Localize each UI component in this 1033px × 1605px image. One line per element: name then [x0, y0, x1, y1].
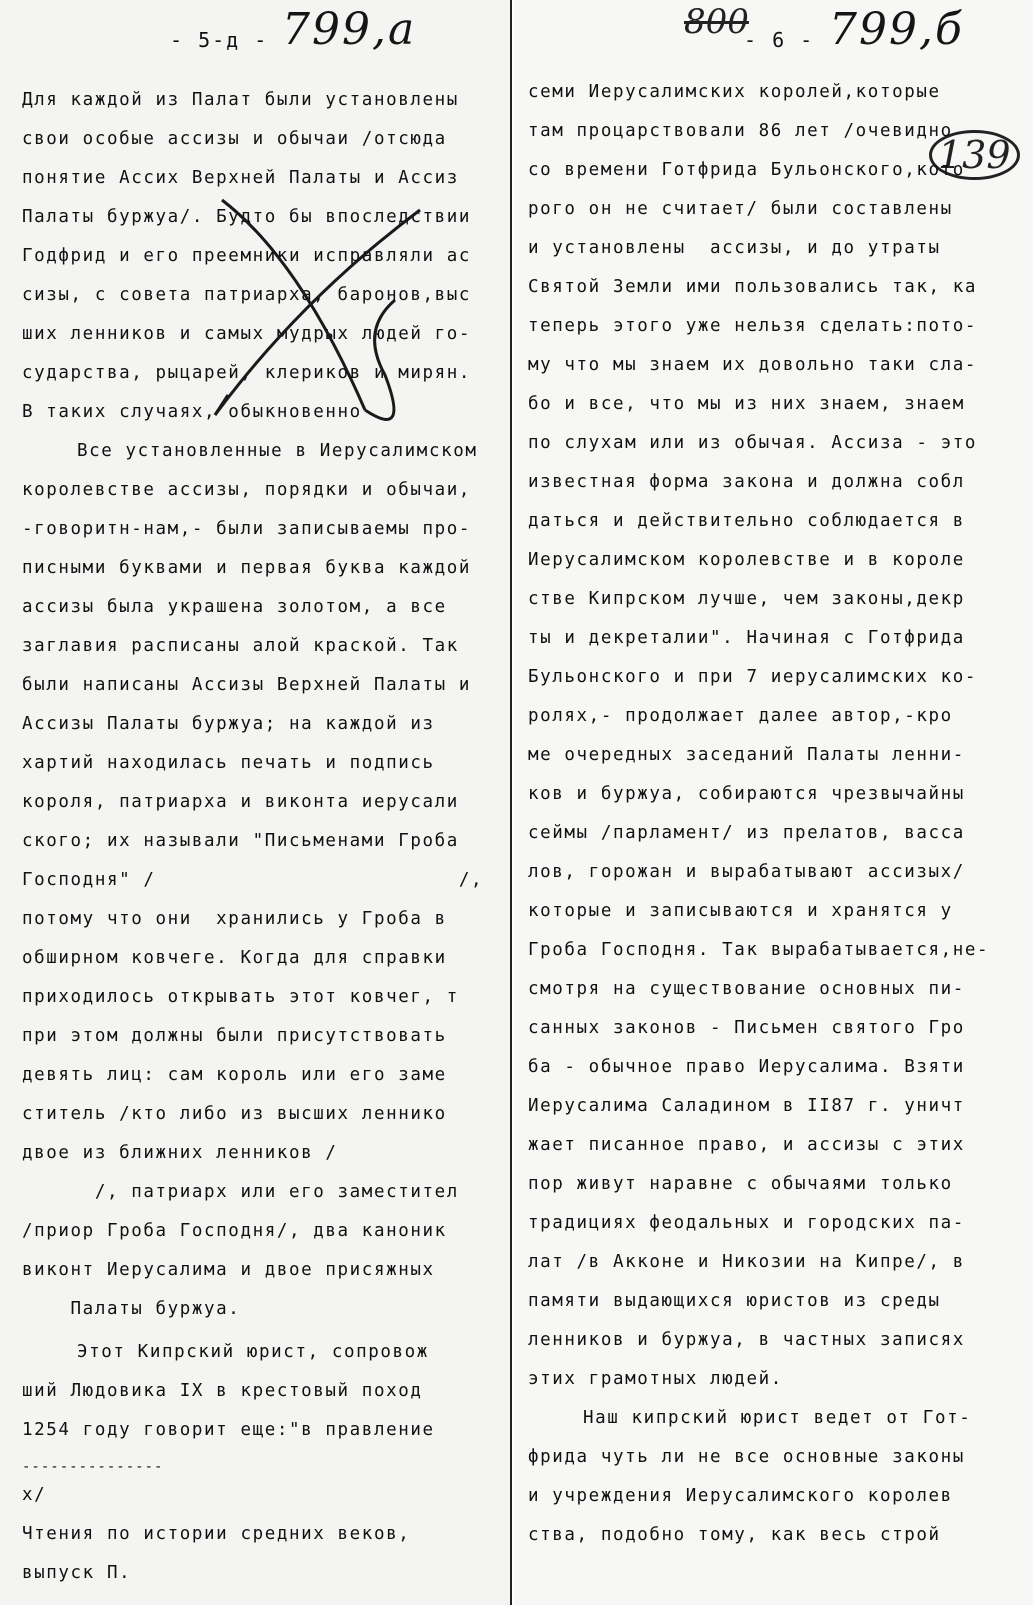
text-line: жает писанное право, и ассизы с этих	[528, 1135, 965, 1155]
text-line: -говоритн-нам,- были записываемы про-	[22, 519, 472, 539]
text-line: сеймы /парламент/ из прелатов, васса	[528, 823, 965, 843]
text-line: выпуск П.	[22, 1563, 132, 1583]
text-line: Чтения по истории средних веков,	[22, 1524, 411, 1544]
left-text-column	[22, 90, 507, 1602]
text-line: санных законов - Письмен святого Гро	[528, 1018, 965, 1038]
text-line: обширном ковчеге. Когда для справки	[22, 948, 447, 968]
left-paragraph-3	[22, 1342, 507, 1459]
text-line: ших ленников и самых мудрых людей го-	[22, 324, 472, 344]
text-line: му что мы знаем их довольно таки сла-	[528, 355, 978, 375]
text-line: со времени Готфрида Бульонского,кото	[528, 160, 965, 180]
text-line: ского; их называли "Письменами Гроба	[22, 831, 459, 851]
text-line: традициях феодальных и городских па-	[528, 1213, 965, 1233]
text-line: /приор Гроба Господня/, два каноник	[22, 1221, 447, 1241]
text-line: x/	[22, 1485, 47, 1505]
text-line: ленников и буржуа, в частных записях	[528, 1330, 965, 1350]
text-line: там процарствовали 86 лет /очевидно	[528, 121, 953, 141]
text-line: понятие Ассих Верхней Палаты и Ассиз	[22, 168, 459, 188]
text-line: лов, горожан и вырабатывают ассизыx/	[528, 862, 965, 882]
text-line: Для каждой из Палат были установлены	[22, 90, 459, 110]
page-label: - 5-д -	[170, 28, 269, 52]
text-line: Палаты буржуа.	[22, 1299, 241, 1319]
text-line: Гроба Господня. Так вырабатывается,не-	[528, 940, 990, 960]
text-line: даться и действительно соблюдается в	[528, 511, 965, 531]
text-line: пор живут наравне с обычаями только	[528, 1174, 953, 1194]
text-line: ститель /кто либо из высших леннико	[22, 1104, 447, 1124]
text-line: этих грамотных людей.	[528, 1369, 783, 1389]
text-line: и учреждения Иерусалимского королев	[528, 1486, 953, 1506]
text-line: ков и буржуа, собираются чрезвычайны	[528, 784, 965, 804]
right-page	[514, 0, 1033, 1605]
text-line: Святой Земли ими пользовались так, ка	[528, 277, 978, 297]
circled-margin-number: 139	[929, 130, 1020, 180]
text-line: /, патриарх или его заместител	[22, 1182, 459, 1202]
text-line: Этот Кипрский юрист, сопровож	[77, 1342, 429, 1362]
text-line: сизы, с совета патриарха, баронов,выс	[22, 285, 472, 305]
text-line: рого он не считает/ были составлены	[528, 199, 953, 219]
text-line: Бульонского и при 7 иерусалимских ко-	[528, 667, 978, 687]
left-paragraph-2	[22, 441, 507, 1338]
text-line: теперь этого уже нельзя сделать:пото-	[528, 316, 978, 336]
text-line: ролях,- продолжает далее автор,-кро	[528, 706, 953, 726]
struck-page-number: 800	[684, 2, 749, 42]
text-line: Все установленные в Иерусалимском	[77, 441, 478, 461]
text-line: ме очередных заседаний Палаты ленни-	[528, 745, 965, 765]
text-line: и установлены ассизы, и до утраты	[528, 238, 941, 258]
text-line: девять лиц: сам король или его заме	[22, 1065, 447, 1085]
text-line: смотря на существование основных пи-	[528, 979, 965, 999]
text-line: заглавия расписаны алой краской. Так	[22, 636, 459, 656]
text-line: ассизы была украшена золотом, а все	[22, 597, 447, 617]
handwritten-page-number: 799,б	[829, 4, 964, 55]
text-line: приходилось открывать этот ковчег, т	[22, 987, 459, 1007]
left-page	[0, 0, 512, 1605]
text-line: ший Людовика IX в крестовый поход	[22, 1381, 423, 1401]
text-line: ства, подобно тому, как весь строй	[528, 1525, 941, 1545]
text-line: потому что они хранились у Гроба в	[22, 909, 447, 929]
text-line: Ассизы Палаты буржуа; на каждой из	[22, 714, 435, 734]
right-paragraph-1	[528, 82, 1028, 1408]
text-line: ты и декреталии". Начиная с Готфрида	[528, 628, 965, 648]
text-line: ба - обычное право Иерусалима. Взяти	[528, 1057, 965, 1077]
text-line: лат /в Акконе и Никозии на Кипре/, в	[528, 1252, 965, 1272]
text-line: фрида чуть ли не все основные законы	[528, 1447, 965, 1467]
text-line: стве Кипрском лучше, чем законы,декр	[528, 589, 965, 609]
text-line: которые и записываются и хранятся у	[528, 901, 953, 921]
text-line: хартий находилась печать и подпись	[22, 753, 435, 773]
text-line: памяти выдающихся юристов из среды	[528, 1291, 941, 1311]
text-line: бо и все, что мы из них знаем, знаем	[528, 394, 965, 414]
handwritten-page-number: 799,a	[282, 4, 417, 55]
page-label: - 6 -	[744, 28, 815, 52]
text-line: виконт Иерусалима и двое присяжных	[22, 1260, 435, 1280]
text-line: короля, патриарха и виконта иерусали	[22, 792, 459, 812]
text-line: Иерусалимском королевстве и в короле	[528, 550, 965, 570]
text-line: по слухам или из обычая. Ассиза - это	[528, 433, 978, 453]
text-line: двое из ближних ленников /	[22, 1143, 338, 1163]
text-line: Иерусалима Саладином в II87 г. уничт	[528, 1096, 965, 1116]
footnote-rule: ---------------	[22, 1459, 164, 1475]
text-line: Палаты буржуа/. Будто бы впоследствии	[22, 207, 472, 227]
footnote	[22, 1485, 507, 1602]
text-line: королевстве ассизы, порядки и обычаи,	[22, 480, 472, 500]
text-line: известная форма закона и должна собл	[528, 472, 965, 492]
text-line: 1254 году говорит еще:"в правление	[22, 1420, 435, 1440]
left-paragraph-1	[22, 90, 507, 441]
text-line: были написаны Ассизы Верхней Палаты и	[22, 675, 472, 695]
text-line: В таких случаях, обыкновенно	[22, 402, 362, 422]
text-line: Наш кипрский юрист ведет от Гот-	[583, 1408, 972, 1428]
text-line: семи Иерусалимских королей,которые	[528, 82, 941, 102]
text-line: свои особые ассизы и обычаи /отсюда	[22, 129, 447, 149]
text-line: писными буквами и первая буква каждой	[22, 558, 472, 578]
text-line: Годфрид и его преемники исправляли ас	[22, 246, 472, 266]
text-line: сударства, рыцарей, клериков и мирян.	[22, 363, 472, 383]
text-line: Господня" / /,	[22, 870, 484, 890]
text-line: при этом должны были присутствовать	[22, 1026, 447, 1046]
right-paragraph-2	[528, 1408, 1028, 1564]
right-text-column	[528, 82, 1028, 1564]
